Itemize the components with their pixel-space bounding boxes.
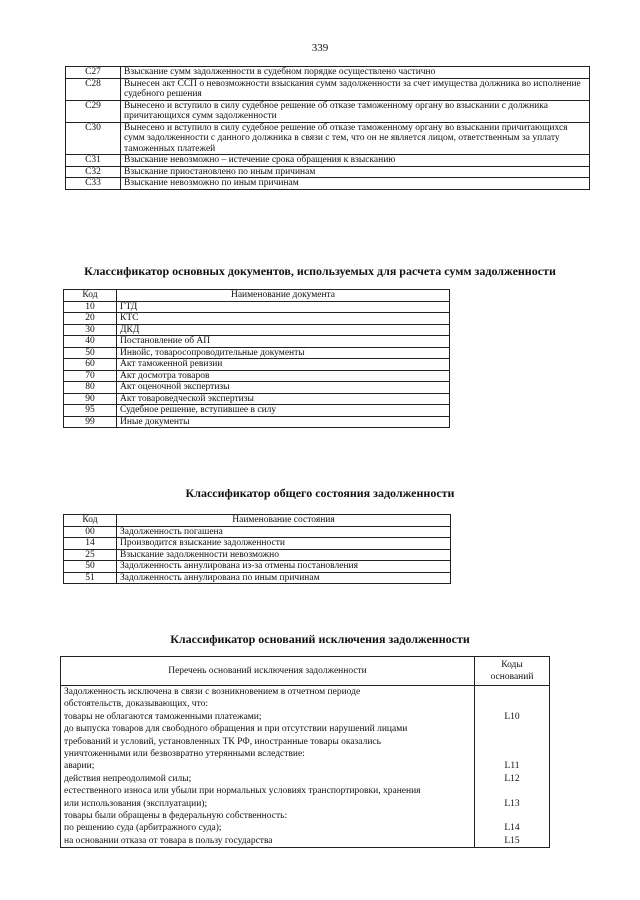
table-row <box>64 370 450 382</box>
table-row <box>61 760 550 772</box>
code-cell: 70 <box>64 370 117 382</box>
name-cell: Акт досмотра товаров <box>117 370 450 382</box>
table-row <box>64 572 451 584</box>
reason-cell: по решению суда (арбитражного суда); <box>61 822 475 834</box>
table-row <box>61 785 550 797</box>
general-state-classifier-heading: Классификатор общего состояния задолженности <box>185 486 455 500</box>
code-column-header: Код <box>64 515 117 527</box>
name-cell: Задолженность погашена <box>117 526 451 538</box>
code-cell: 00 <box>64 526 117 538</box>
code-cell: С32 <box>66 166 121 178</box>
reason-cell: Задолженность исключена в связи с возникновением в отчетном периоде <box>61 686 475 699</box>
page-number: 339 <box>311 42 329 54</box>
reason-code-cell: L11 <box>475 760 550 772</box>
code-cell: 20 <box>64 313 117 325</box>
description-cell: Взыскание приостановлено по иным причинам <box>121 166 590 178</box>
codes-header-line-2: оснований <box>490 672 534 683</box>
code-cell: С31 <box>66 155 121 167</box>
reason-cell: естественного износа или убыли при нормальных условиях транспортировки, хранения <box>61 785 475 797</box>
table-row <box>61 736 550 748</box>
reason-cell: требований и условий, установленных ТК РФ, иностранные товары оказались <box>61 736 475 748</box>
name-column-header: Наименование состояния <box>117 515 451 527</box>
table-row <box>61 723 550 735</box>
code-cell: 80 <box>64 382 117 394</box>
code-cell: 14 <box>64 538 117 550</box>
table-row <box>66 155 590 167</box>
table-header-row <box>64 515 451 527</box>
code-cell: 10 <box>64 301 117 313</box>
table-row <box>66 166 590 178</box>
name-cell: ДКД <box>117 324 450 336</box>
name-cell: Задолженность аннулирована по иным причинам <box>117 572 451 584</box>
description-cell: Вынесено и вступило в силу судебное решение об отказе таможенному органу во взыскании с должника причитающихся сумм задолженности <box>121 100 590 122</box>
name-cell: Производится взыскание задолженности <box>117 538 451 550</box>
table-row <box>66 178 590 190</box>
reason-code-cell <box>475 736 550 748</box>
table-row <box>61 835 550 848</box>
table-row <box>64 382 450 394</box>
reason-code-cell <box>475 810 550 822</box>
codes-header-line-1: Коды <box>501 660 523 670</box>
reason-code-cell: L10 <box>475 711 550 723</box>
reason-cell: на основании отказа от товара в пользу государства <box>61 835 475 848</box>
table-row <box>66 100 590 122</box>
table-row <box>66 78 590 100</box>
status-codes-table <box>65 66 590 190</box>
table-row <box>64 549 451 561</box>
code-cell: 51 <box>64 572 117 584</box>
table-row <box>64 526 451 538</box>
reason-code-cell <box>475 748 550 760</box>
table-row <box>64 538 451 550</box>
table-header-row <box>64 290 450 302</box>
code-cell: 90 <box>64 393 117 405</box>
description-cell: Взыскание сумм задолженности в судебном порядке осуществлено частично <box>121 67 590 79</box>
table-row <box>61 748 550 760</box>
documents-classifier-heading: Классификатор основных документов, используемых для расчета сумм задолженности <box>84 264 556 278</box>
table-row <box>64 301 450 313</box>
table-row <box>64 416 450 428</box>
table-row <box>61 711 550 723</box>
table-row <box>66 67 590 79</box>
code-cell: 30 <box>64 324 117 336</box>
table-row <box>64 324 450 336</box>
reason-code-cell: L15 <box>475 835 550 848</box>
table-row <box>64 347 450 359</box>
name-cell: Взыскание задолженности невозможно <box>117 549 451 561</box>
name-cell: Акт таможенной ревизии <box>117 359 450 371</box>
name-cell: Постановление об АП <box>117 336 450 348</box>
reason-cell: товары не облагаются таможенными платежами; <box>61 711 475 723</box>
table-row <box>64 313 450 325</box>
code-cell: 99 <box>64 416 117 428</box>
reason-cell: товары были обращены в федеральную собственность: <box>61 810 475 822</box>
reason-code-cell <box>475 698 550 710</box>
description-cell: Взыскание невозможно – истечение срока обращения к взысканию <box>121 155 590 167</box>
table-row <box>61 822 550 834</box>
code-cell: 60 <box>64 359 117 371</box>
code-cell: 50 <box>64 561 117 573</box>
code-cell: 25 <box>64 549 117 561</box>
name-cell: Акт товароведческой экспертизы <box>117 393 450 405</box>
name-cell: ГТД <box>117 301 450 313</box>
table-row <box>64 561 451 573</box>
code-cell: С29 <box>66 100 121 122</box>
code-cell: С33 <box>66 178 121 190</box>
table-row <box>64 359 450 371</box>
table-row <box>61 798 550 810</box>
codes-column-header <box>475 657 550 686</box>
code-cell: С27 <box>66 67 121 79</box>
reason-code-cell: L14 <box>475 822 550 834</box>
description-cell: Взыскание невозможно по иным причинам <box>121 178 590 190</box>
reason-cell: аварии; <box>61 760 475 772</box>
general-state-classifier-table <box>63 514 451 584</box>
reason-cell: действия непреодолимой силы; <box>61 773 475 785</box>
reason-code-cell: L13 <box>475 798 550 810</box>
table-row <box>61 686 550 699</box>
reason-cell: или использования (эксплуатации); <box>61 798 475 810</box>
name-cell: Задолженность аннулирована из-за отмены постановления <box>117 561 451 573</box>
code-cell: С28 <box>66 78 121 100</box>
table-row <box>61 810 550 822</box>
reason-cell: уничтоженными или безвозвратно утерянными вследствие: <box>61 748 475 760</box>
code-cell: 95 <box>64 405 117 417</box>
reason-code-cell <box>475 785 550 797</box>
reason-cell: до выпуска товаров для свободного обращения и при отсутствии нарушений лицами <box>61 723 475 735</box>
code-column-header: Код <box>64 290 117 302</box>
table-row <box>61 698 550 710</box>
name-cell: Иные документы <box>117 416 450 428</box>
table-row <box>64 336 450 348</box>
name-cell: Судебное решение, вступившее в силу <box>117 405 450 417</box>
reason-code-cell <box>475 723 550 735</box>
table-row <box>64 393 450 405</box>
exclusion-classifier-table <box>60 656 550 848</box>
description-cell: Вынесен акт ССП о невозможности взыскания сумм задолженности за счет имущества должника во исполнение судебного решения <box>121 78 590 100</box>
reason-code-cell <box>475 686 550 699</box>
table-row <box>61 773 550 785</box>
table-header-row <box>61 657 550 686</box>
documents-classifier-table <box>63 289 450 428</box>
reasons-column-header: Перечень оснований исключения задолженности <box>61 657 475 686</box>
description-cell: Вынесено и вступило в силу судебное решение об отказе таможенному органу во взыскании причитающихся сумм задолженности с данного должника в связи с тем, что он не является лицом, ответственным за уплату таможенных платежей <box>121 122 590 155</box>
code-cell: С30 <box>66 122 121 155</box>
code-cell: 40 <box>64 336 117 348</box>
exclusion-classifier-heading: Классификатор оснований исключения задолженности <box>170 632 470 646</box>
name-cell: КТС <box>117 313 450 325</box>
reason-code-cell: L12 <box>475 773 550 785</box>
name-column-header: Наименование документа <box>117 290 450 302</box>
table-row <box>64 405 450 417</box>
name-cell: Акт оценочной экспертизы <box>117 382 450 394</box>
table-row <box>66 122 590 155</box>
name-cell: Инвойс, товаросопроводительные документы <box>117 347 450 359</box>
code-cell: 50 <box>64 347 117 359</box>
reason-cell: обстоятельств, доказывающих, что: <box>61 698 475 710</box>
